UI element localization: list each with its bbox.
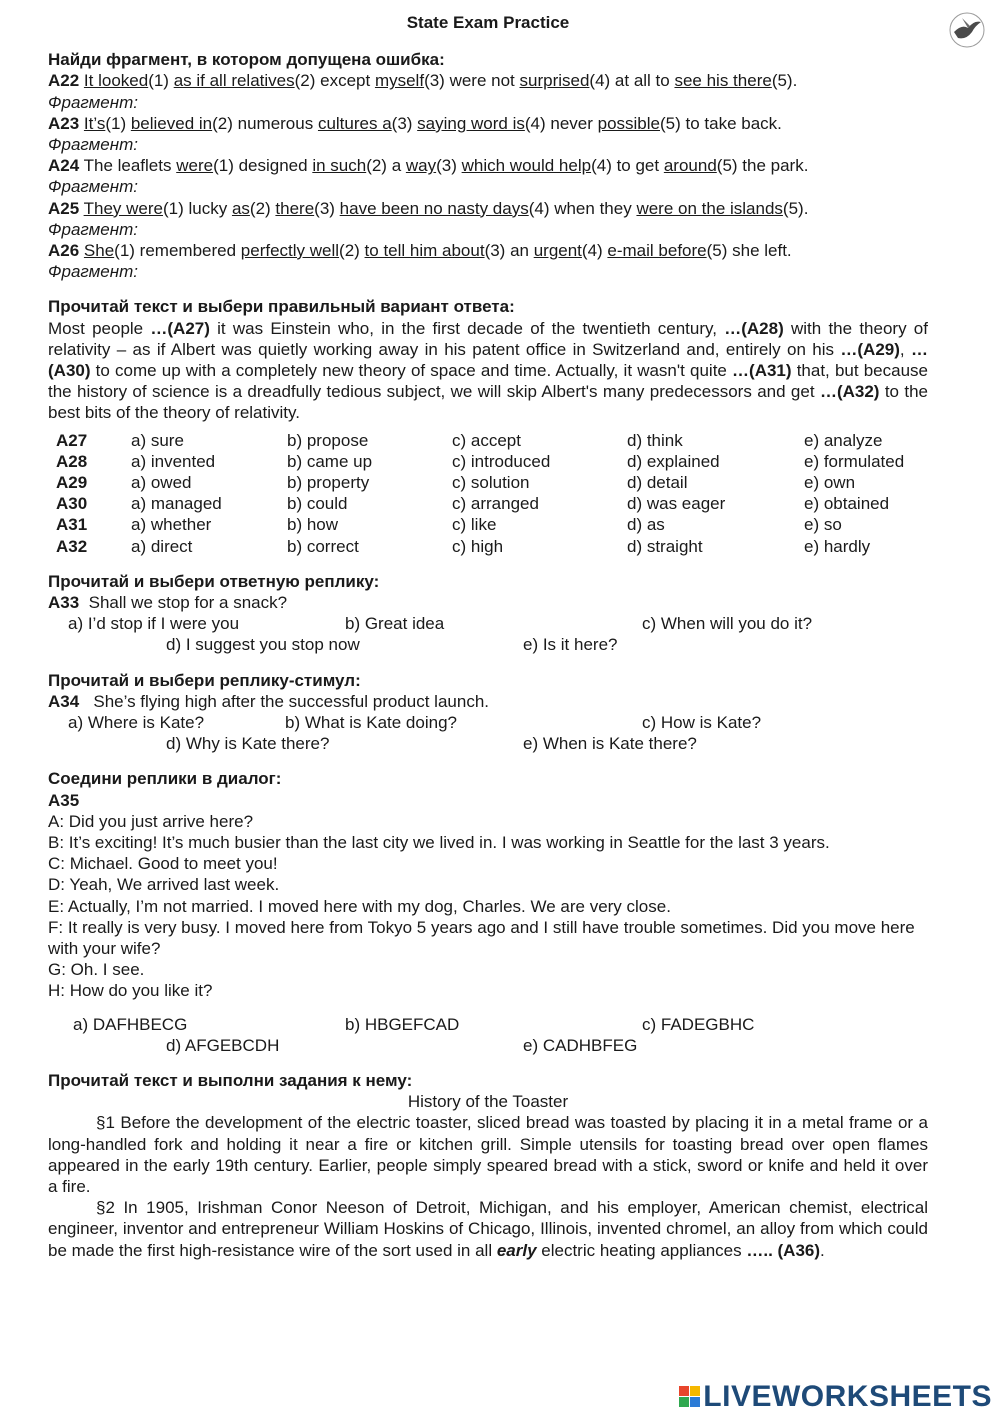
question-id: A24 [48,156,80,176]
answer-option[interactable]: e) hardly [804,536,871,556]
text-segment: with the theory of relativity – as if Albert was quietly working away in his patent office in Switzerland and, entirely on his [48,318,928,359]
question-text: She’s flying high after the successful product launch. [93,691,489,711]
underlined-fragment: urgent [533,241,582,261]
paragraph-text: §2 In 1905, Irishman Conor Neeson of Detroit, Michigan, and his employer, American chemist, electrical engineer, inventor and entrepreneur William Hoskins of Chicago, Illinois, invented chromel, an alloy from which could be made the first high-resistance wire of the sort used in all [48,1198,928,1260]
gap-marker: …(A32) [819,382,880,402]
question-line [48,155,928,176]
text-segment: (3) [314,198,340,218]
emphasis: early [496,1240,537,1260]
underlined-fragment: perfectly well [240,241,340,261]
answer-option[interactable]: c) arranged [452,494,539,514]
underlined-fragment: believed in [130,113,213,133]
underlined-fragment: myself [374,71,425,91]
answer-option[interactable]: e) obtained [804,494,890,514]
answer-option[interactable]: e) Is it here? [523,635,618,655]
underlined-fragment: as [231,198,250,218]
question-line [48,592,928,613]
question-id: A34 [48,691,80,711]
text-title: History of the Toaster [407,1092,569,1112]
fragment-answer-label[interactable]: Фрагмент: [48,262,138,282]
answer-option[interactable]: a) sure [131,430,184,450]
answer-option[interactable]: d) I suggest you stop now [166,635,360,655]
text-segment: that, but because the history of science is a dreadfully tedious subject, we will skip Albert's many predecessors and get [48,361,929,402]
fragment-answer-label[interactable]: Фрагмент: [48,135,138,155]
section-heading: Прочитай и выбери ответную реплику: [48,571,380,591]
fragment-answer-label[interactable]: Фрагмент: [48,219,138,239]
answer-row [48,613,928,634]
paragraph [48,1197,928,1261]
underlined-fragment: were [176,156,214,176]
options-row [56,514,904,535]
section-response [48,571,928,656]
text-segment: (1) lucky [162,198,232,218]
text-segment: (5) to take back. [660,113,782,133]
underlined-fragment: as if all relatives [173,71,295,91]
underlined-fragment: It’s [83,113,106,133]
gap-marker: …(A31) [732,361,792,381]
section-heading: Прочитай текст и выбери правильный вариант ответа: [48,297,515,317]
dialogue-line: D: Yeah, We arrived last week. [48,875,280,895]
text-segment: (3) an [484,241,534,261]
answer-option[interactable]: e) analyze [804,430,883,450]
fragment-answer-label[interactable]: Фрагмент: [48,92,138,112]
dialogue-line: E: Actually, I’m not married. I moved here with my dog, Charles. We are very close. [48,896,671,916]
liveworksheets-badge-icon [679,1386,700,1407]
question-line [48,691,928,712]
text-segment: (5). [771,71,798,91]
answer-row [48,733,928,754]
underlined-fragment: They were [83,198,163,218]
dialogue-line: B: It’s exciting! It’s much busier than the last city we lived in. I was working in Seattle for the last 3 years. [48,833,830,853]
dialogue-line: G: Oh. I see. [48,960,145,980]
section-heading: Соедини реплики в диалог: [48,769,282,789]
text-segment: (2) a [366,156,406,176]
question-id: A30 [56,494,88,514]
text-segment: (1) designed [213,156,313,176]
answer-option[interactable]: a) Where is Kate? [68,713,205,733]
underlined-fragment: saying word is [417,113,525,133]
answer-option[interactable]: c) solution [452,473,530,493]
text-segment: to come up with a completely new theory of space and time. Actually, it wasn't quite [90,361,733,381]
logo-text: LIVEWORKSHEETS [703,1379,992,1413]
answer-option[interactable]: c) introduced [452,451,551,471]
underlined-fragment: there [275,198,315,218]
answer-option[interactable]: d) think [627,430,683,450]
section-dialogue [48,768,928,1056]
answer-option[interactable]: d) Why is Kate there? [166,734,330,754]
bird-logo-icon [948,10,986,50]
text-segment: (1) [105,113,131,133]
answer-option[interactable]: c) accept [452,430,521,450]
answer-option[interactable]: d) detail [627,473,688,493]
section-find-error [48,49,928,282]
section-heading: Прочитай и выбери реплику-стимул: [48,670,361,690]
answer-option[interactable]: b) could [287,494,348,514]
text-segment: (2) numerous [212,113,318,133]
section-heading: Прочитай текст и выполни задания к нему: [48,1071,413,1091]
answer-option[interactable]: d) AFGEBCDH [166,1035,280,1055]
options-row [56,493,904,514]
paragraph-text: electric heating appliances [536,1240,747,1260]
answer-option[interactable]: b) HBGEFCAD [345,1014,460,1034]
underlined-fragment: which would help [461,156,592,176]
text-segment: (4) [581,241,608,261]
underlined-fragment: It looked [83,71,149,91]
options-row [56,536,904,557]
question-line [48,240,928,261]
options-row [56,451,904,472]
question-text: Shall we stop for a snack? [88,593,288,613]
answer-option[interactable]: a) whether [131,515,212,535]
answer-option[interactable]: e) own [804,473,856,493]
question-id: A25 [48,198,80,218]
question-id: A27 [56,430,88,450]
reading-passage [48,318,928,424]
answer-option[interactable]: e) When is Kate there? [523,734,697,754]
underlined-fragment: cultures a [317,113,392,133]
paragraph-text: . [820,1240,825,1260]
question-id: A29 [56,473,88,493]
text-segment: (4) to get [591,156,664,176]
underlined-fragment: to tell him about [364,241,485,261]
underlined-fragment: in such [312,156,367,176]
answer-option[interactable]: e) formulated [804,451,905,471]
underlined-fragment: have been no nasty days [339,198,529,218]
question-line [48,70,928,91]
text-segment: it was Einstein who, in the first decade of the twentieth century, [209,318,725,338]
answer-option[interactable]: b) Great idea [345,614,445,634]
answer-option[interactable]: b) how [287,515,339,535]
dialogue-line: C: Michael. Good to meet you! [48,854,278,874]
answer-option[interactable]: c) high [452,536,504,556]
text-segment: (5) she left. [706,241,792,261]
answer-blank[interactable]: ….. (A36) [746,1240,821,1260]
underlined-fragment: She [83,241,115,261]
question-id: A28 [56,451,88,471]
question-id: A32 [56,536,88,556]
text-segment: (3) [391,113,418,133]
answer-option[interactable]: a) direct [131,536,193,556]
question-id: A22 [48,71,80,91]
answer-row [48,1035,928,1056]
gap-marker: …(A29) [840,339,900,359]
dialogue-line: A: Did you just arrive here? [48,811,254,831]
answer-row [48,1014,928,1035]
question-line [48,198,928,219]
text-segment: (2) except [294,71,375,91]
options-table [56,430,904,557]
answer-option[interactable]: e) so [804,515,842,535]
section-reading [48,1070,928,1261]
text-segment: Most people [48,318,151,338]
answer-option[interactable]: d) explained [627,451,720,471]
section-stimulus [48,670,928,755]
answer-option[interactable]: c) When will you do it? [642,614,813,634]
answer-row [48,712,928,733]
answer-option[interactable]: d) as [627,515,665,535]
text-segment: (3) [436,156,462,176]
answer-option[interactable]: b) property [287,473,370,493]
answer-option[interactable]: a) managed [131,494,222,514]
text-segment: (1) remembered [114,241,241,261]
answer-option[interactable]: b) came up [287,451,373,471]
answer-option[interactable]: a) owed [131,473,192,493]
page-title: State Exam Practice [406,13,570,32]
options-row [56,430,904,451]
underlined-fragment: possible [597,113,660,133]
paragraph: §1 Before the development of the electric toaster, sliced bread was toasted by placing it in a metal frame or a long-handled fork and holding it near a fire or kitchen grill. Simple utensils for toasting bread over open flames appeared in the early 19th century. Earlier, people simply speared bread with a stick, sword or knife and held it over a fire. [48,1113,928,1197]
text-segment: (5) the park. [716,156,809,176]
question-id: A26 [48,241,80,261]
underlined-fragment: surprised [519,71,590,91]
answer-option[interactable]: c) like [452,515,497,535]
question-id: A33 [48,593,80,613]
text-segment: (4) never [524,113,598,133]
answer-option[interactable]: e) CADHBFEG [523,1035,638,1055]
text-segment: (2) [339,241,365,261]
gap-marker: …(A30) [48,339,928,381]
text-segment: (3) were not [424,71,520,91]
answer-option[interactable]: c) FADEGBHC [642,1014,755,1034]
answer-option[interactable]: d) was eager [627,494,726,514]
underlined-fragment: around [663,156,717,176]
text-segment: (5). [782,198,809,218]
answer-option[interactable]: a) DAFHBECG [73,1014,188,1034]
dialogue-line: F: It really is very busy. I moved here from Tokyo 5 years ago and I still have trouble sometimes. Did you move here with your wife? [48,917,915,959]
answer-option[interactable]: c) How is Kate? [642,713,762,733]
underlined-fragment: way [405,156,437,176]
text-segment: to the best bits of the theory of relativity. [48,382,928,423]
answer-option[interactable]: b) propose [287,430,369,450]
underlined-fragment: e-mail before [607,241,707,261]
answer-option[interactable]: a) invented [131,451,216,471]
text-segment: , [899,339,911,359]
text-segment: (4) at all to [589,71,675,91]
section-choose-option [48,296,928,556]
answer-row [48,634,928,655]
answer-option[interactable]: a) I’d stop if I were you [68,614,240,634]
answer-option[interactable]: d) straight [627,536,703,556]
underlined-fragment: were on the islands [636,198,783,218]
question-id: A23 [48,113,80,133]
question-id: A35 [48,790,80,810]
text-segment: (4) when they [528,198,637,218]
dialogue-line: H: How do you like it? [48,981,213,1001]
fragment-answer-label[interactable]: Фрагмент: [48,177,138,197]
question-id: A31 [56,515,88,535]
text-segment: (1) [148,71,174,91]
gap-marker: …(A28) [724,318,784,338]
liveworksheets-logo [679,1379,992,1413]
section-heading: Найди фрагмент, в котором допущена ошибка: [48,50,445,70]
text-segment: The leaflets [83,156,177,176]
answer-option[interactable]: b) correct [287,536,359,556]
text-segment: (2) [249,198,276,218]
question-line [48,113,928,134]
underlined-fragment: see his there [674,71,772,91]
options-row [56,472,904,493]
worksheet-page [48,10,928,1261]
gap-marker: …(A27) [150,318,210,338]
answer-option[interactable]: b) What is Kate doing? [285,713,457,733]
